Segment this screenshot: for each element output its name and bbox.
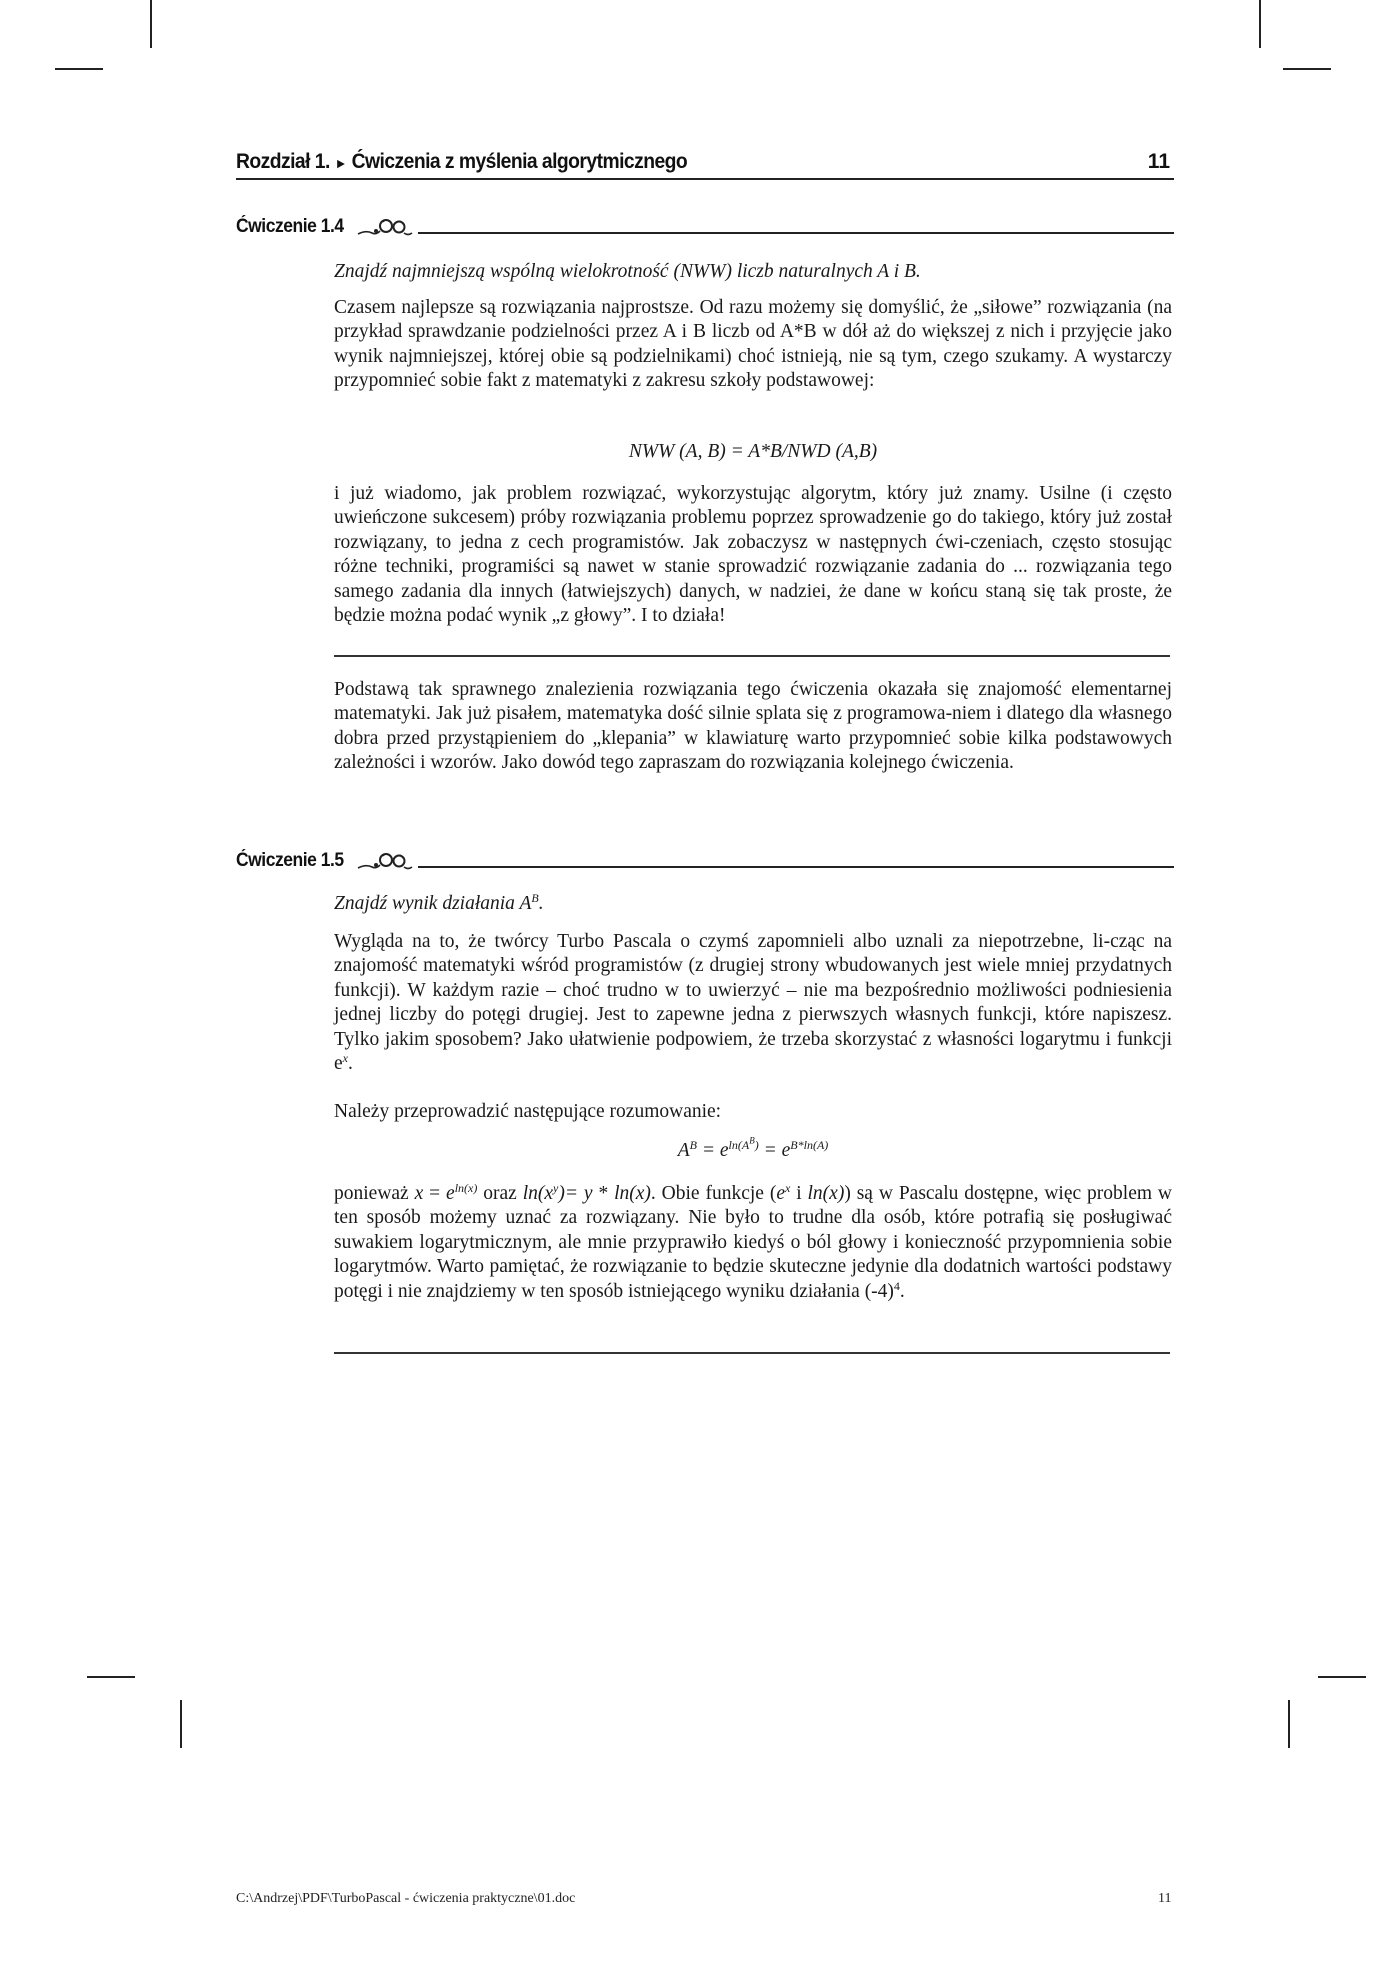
superscript: B — [749, 1135, 755, 1146]
crop-mark — [87, 1676, 135, 1678]
crop-mark — [1283, 68, 1331, 70]
paragraph-end: . — [347, 1053, 353, 1075]
crop-mark — [150, 0, 152, 48]
superscript: y — [553, 1180, 559, 1195]
paragraph-text: Wygląda na to, że twórcy Turbo Pascala o czymś zapomnieli albo uznali za niepotrzebne, li-cząc na znajomość matematyki wśród programistów (z drugiej strony wbudowanych jest wiele mniej przydatnych funkcji). W każdym razie – choć trudno w to uwierzyć – nie ma bezpośrednio możliwości podniesienia jednej liczby do potęgi drugiej. Jest to zapewne jedna z pierwszych własnych funkcji, które napiszesz. Tylko jakim sposobem? Jako ułatwienie podpowiem, że trzeba skorzystać z własności logarytmu i funkcji e — [334, 931, 1172, 1075]
ornament-icon — [356, 214, 414, 240]
exercise-1-5-formula — [334, 1135, 1172, 1162]
superscript: B — [689, 1137, 697, 1152]
chapter-label: Rozdział 1. — [236, 150, 330, 173]
text: = — [423, 1183, 447, 1204]
text: * — [592, 1183, 615, 1204]
task-text-end: . — [538, 893, 544, 914]
exercise-1-4-task — [334, 260, 1172, 284]
exercise-1-4-para2 — [334, 482, 1172, 628]
crop-mark — [1318, 1676, 1366, 1678]
exercise-1-5-para1 — [334, 930, 1172, 1076]
exercise-1-4-para1 — [334, 296, 1172, 394]
math-text: ln(x — [522, 1183, 554, 1204]
ornament-icon — [356, 848, 414, 874]
math-text: )= y — [558, 1183, 593, 1204]
footer-file-path: C:\Andrzej\PDF\TurboPascal - ćwiczenia praktyczne\01.doc — [236, 1891, 576, 1906]
paragraph: i już wiadomo, jak problem rozwiązać, wykorzystując algorytm, który już znamy. Usilne (i często uwieńczone sukcesem) próby rozwiązania problemu poprzez sprowadzenie go do takiego, który już został rozwiązany, to jedna z cech programistów. Jak zobaczysz w następnych ćwi-czeniach, często stosując różne techniki, programiści są nawet w stanie sprowadzić rozwiązanie zadania do ... rozwiązania tego samego zadania dla innych (łatwiejszych) danych, w nadziei, że dane w końcu staną się tak proste, że będzie można podać wynik „z głowy”. I to działa! — [334, 483, 1172, 627]
exercise-1-5-para3 — [334, 1182, 1172, 1304]
task-text — [334, 892, 1172, 916]
paragraph — [334, 930, 1172, 1076]
exercise-heading — [236, 216, 1174, 246]
exercise-1-4-formula — [334, 441, 1172, 463]
exercise-1-4-after — [334, 678, 1172, 776]
math-text: ln(x) — [807, 1183, 845, 1204]
heading-rule — [418, 232, 1174, 234]
chapter-title: Ćwiczenia z myślenia algorytmicznego — [351, 150, 688, 173]
math-text: x — [414, 1183, 424, 1204]
chevron-right-icon: ► — [334, 155, 347, 171]
exercise-1-5-task — [334, 892, 1172, 916]
superscript: B*ln(A) — [790, 1137, 829, 1152]
heading-rule — [418, 866, 1174, 868]
running-head-title — [236, 150, 687, 174]
footer-page-number: 11 — [1158, 1891, 1172, 1906]
math-text: e — [776, 1183, 785, 1204]
superscript: 4 — [893, 1278, 900, 1293]
crop-mark — [1288, 1700, 1290, 1748]
superscript: x — [342, 1050, 348, 1065]
formula: NWW (A, B) = A*B/NWD (A,B) — [628, 441, 878, 462]
crop-mark — [180, 1700, 182, 1748]
superscript: B — [531, 890, 539, 905]
paragraph: Podstawą tak sprawnego znalezienia rozwiązania tego ćwiczenia okazała się znajomość elementarnej matematyki. Jak już pisałem, matematyka dość silnie splata się z programowa-niem i dlatego dla własnego dobra przed przystąpieniem do „klepania” w klawiaturę warto przypomnieć sobie kilka podstawowych zależności i wzorów. Jako dowód tego zapraszam do rozwiązania kolejnego ćwiczenia. — [334, 679, 1172, 774]
text: ponieważ — [334, 1183, 415, 1204]
exercise-label: Ćwiczenie 1.5 — [236, 850, 344, 871]
exercise-heading — [236, 850, 1174, 880]
text: . Obie funkcje ( — [650, 1183, 777, 1204]
formula-part: ln(A — [728, 1137, 750, 1152]
section-rule — [334, 655, 1170, 657]
text: ) są w Pascalu dostępne, więc problem w ten sposób możemy uznać za rozwiązany. Nie było to trudne dla osób, które potrafią się posługiwać suwakiem logarytmicznym, ale mnie przyprawiło kiedyś o ból głowy i konieczność przypomnienia sobie logarytmów. Warto pamiętać, że rozwiązanie to będzie skuteczne jedynie dla dodatnich wartości podstawy potęgi i nie znajdziemy w ten sposób istniejącego wyniku działania (-4) — [334, 1183, 1173, 1302]
page-number: 11 — [1147, 150, 1170, 173]
superscript: ln(x) — [454, 1180, 478, 1195]
math-text: ln(x) — [614, 1183, 651, 1204]
paragraph: Należy przeprowadzić następujące rozumowanie: — [334, 1101, 722, 1122]
exercise-label: Ćwiczenie 1.4 — [236, 216, 344, 237]
formula-part: A — [677, 1140, 690, 1161]
paragraph — [334, 1182, 1172, 1304]
running-head — [236, 150, 1174, 178]
formula-part: = e — [758, 1140, 791, 1161]
text: i — [790, 1183, 808, 1204]
superscript — [728, 1135, 759, 1152]
formula — [334, 1135, 1172, 1162]
crop-mark — [1259, 0, 1261, 48]
formula-part: = e — [696, 1140, 729, 1161]
math-text: e — [446, 1183, 455, 1204]
exercise-1-5-para2 — [334, 1100, 1172, 1124]
text: . — [899, 1280, 905, 1302]
text: oraz — [477, 1183, 523, 1204]
formula-part: ) — [754, 1137, 759, 1152]
section-rule — [334, 1352, 1170, 1354]
task-text: Znajdź najmniejszą wspólną wielokrotność (NWW) liczb naturalnych A i B. — [334, 261, 921, 282]
header-rule — [236, 178, 1174, 180]
superscript: x — [784, 1180, 791, 1195]
paragraph: Czasem najlepsze są rozwiązania najprostsze. Od razu możemy się domyślić, że „siłowe” rozwiązania (na przykład sprawdzanie podzielności przez A i B liczb od A*B w dół aż do większej z nich i przyjęcie jako wynik najmniejszej, której obie są podzielnikami) choć istnieją, nie są tym, czego szukamy. A wystarczy przypomnieć sobie fakt z matematyki z zakresu szkoły podstawowej: — [334, 297, 1172, 392]
task-text-main: Znajdź wynik działania A — [334, 893, 532, 914]
crop-mark — [55, 68, 103, 70]
